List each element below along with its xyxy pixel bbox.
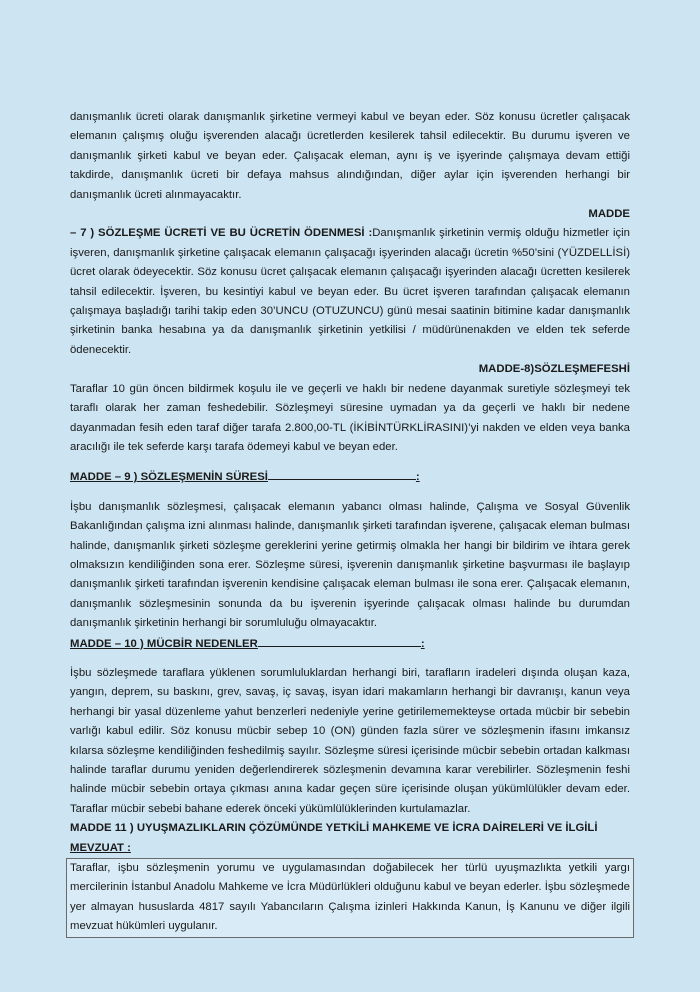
- madde-9-heading-text: MADDE – 9 ) SÖZLEŞMENİN SÜRESİ: [70, 471, 268, 484]
- madde-11-text: Taraflar, işbu sözleşmenin yorumu ve uygulamasından doğabilecek her türlü uyuşmazlıkta yetkili yargı mercilerinin İstanbul Anadolu Mahkeme ve İcra Müdürlükleri olduğunu kabul ve beyan ederler. İşbu sözleşmede yer almayan hususlarda 4817 sayılı Yabancıların Çalışma izinleri Hakkında Kanun, İş Kanunu ve diğer ilgili mevzuat hükümleri uygulanır.: [70, 862, 630, 933]
- madde-7-label: MADDE: [588, 208, 630, 221]
- madde-9-heading: [70, 467, 630, 487]
- madde-8-text: Taraflar 10 gün öncen bildirmek koşulu ile ve geçerli ve haklı bir nedene dayanmak suretiyle sözleşmeyi tek taraflı olarak her zaman feshedebilir. Sözleşmeyi süresine uymadan ya da geçerli ve haklı bir nedene dayanmadan fesih eden taraf diğer tarafa 2.800,00-TL (İKİBİNTÜRKLİRASINI)’yi nakden ve elden veya banka aracılığı ile tek seferde karşı tarafa ödemeyi kabul ve beyan eder.: [70, 382, 630, 453]
- madde-6-continuation: [70, 108, 630, 224]
- madde-7: [70, 224, 630, 379]
- madde-9-underline: [268, 467, 416, 480]
- madde-10-heading: [70, 634, 630, 654]
- madde-11-heading: [70, 819, 630, 858]
- madde-10-colon: :: [420, 637, 425, 650]
- madde-6-text: danışmanlık ücreti olarak danışmanlık şirketine vermeyi kabul ve beyan eder. Söz konusu ücretler çalışacak elemanın çalışmış oluğu işverenden alacağı ücretlerden kesilerek tahsil edilecektir. Bu durumu işveren ve danışmanlık şirketi kabul ve beyan eder. Çalışacak eleman, aynı iş ve işyerinde çalışmaya devam ettiği takdirde, danışmanlık ücreti bir defaya mahsus alındığından, diğer aylar için işverenden herhangi bir danışmanlık ücreti alınmayacaktır.: [70, 111, 630, 201]
- madde-11-text-box: [66, 858, 634, 938]
- madde-9-text: İşbu danışmanlık sözleşmesi, çalışacak elemanın yabancı olması halinde, Çalışma ve Sosyal Güvenlik Bakanlığından çalışma izni alınması halinde, danışmanlık şirketi tarafından işverene, çalışacak eleman bulması halinde, danışmanlık şirketi sözleşme gereklerini yerine getirmiş olmakla her hangi bir bildirim ve ihtara gerek olmaksızın kendiliğinden sona erer. Sözleşme süresi, işverenin danışmanlık şirketine başvurması ile başlayıp danışmanlık şirketi tarafından işverenin kendisine çalışacak eleman bulması ile sona erer. Çalışacak elemanın, danışmanlık sözleşmesinin sonunda da bu işverenin işyerinde çalışacak olması halinde bu durumdan danışmanlık şirketinin herhangi bir sorumluluğu olmayacaktır.: [70, 500, 630, 630]
- madde-7-heading: – 7 ) SÖZLEŞME ÜCRETİ VE BU ÜCRETİN ÖDENMESİ :: [70, 227, 373, 240]
- madde-11-heading-line1: MADDE 11 ) UYUŞMAZLIKLARIN ÇÖZÜMÜNDE YETKİLİ MAHKEME VE İCRA DAİRELERİ VE İLGİLİ: [70, 822, 598, 835]
- madde-9-colon: :: [415, 471, 420, 484]
- madde-7-text: Danışmanlık şirketinin vermiş olduğu hizmetler için işveren, danışmanlık şirketine çalışacak elemanın çalışacağı işyerinden alacağı ücretin %50’sini (YÜZDELLİSİ) ücret olarak ödeyecektir. Söz konusu ücret çalışacak elemanın çalışacağı işyerinden alacağı ücretten kesilerek tahsil edilecektir. İşveren, bu kesintiyi kabul ve beyan eder. Bu ücret işveren tarafından çalışacak elemanın çalışmaya başladığı tarihi takip eden 30’UNCU (OTUZUNCU) günü mesai saatinin bitimine kadar danışmanlık şirketinin banka hesabına ya da danışmanlık şirketinin yetkilisi / müdürünenakden ve elden tek seferde ödenecektir.: [70, 227, 630, 356]
- madde-10-text: İşbu sözleşmede taraflara yüklenen sorumluluklardan herhangi biri, tarafların iradeleri dışında oluşan kaza, yangın, deprem, su baskını, grev, savaş, iç savaş, isyan idari makamların herhangi bir davranışı, kanun veya herhangi bir yasal düzenleme yahut benzerleri nedeniyle yerine getirilememekteyse ortada mücbir bir sebebin varlığı kabul edilir. Söz konusu mücbir sebep 10 (ON) günden fazla sürer ve sözleşmenin ifasını imkansız kılarsa sözleşme kendiliğinden feshedilmiş sayılır. Sözleşme süresi içerisinde mücbir sebebin ortadan kalkması halinde taraflar durumu yeniden değerlendirerek sözleşmenin devamına karar verebilirler. Sözleşmenin feshi halinde mücbir sebebin ortaya çıkması anına kadar geçen süre içerisinde oluşan yükümlülükler devam eder. Taraflar mücbir sebebi bahane ederek önceki yükümlülüklerinden kurtulamazlar.: [70, 666, 630, 815]
- madde-11-heading-line2: MEVZUAT :: [70, 841, 131, 854]
- madde-8-heading: MADDE-8)SÖZLEŞMEFESHİ: [478, 363, 630, 376]
- madde-10-heading-text: MADDE – 10 ) MÜCBİR NEDENLER: [70, 637, 258, 650]
- madde-10-underline: [258, 634, 421, 647]
